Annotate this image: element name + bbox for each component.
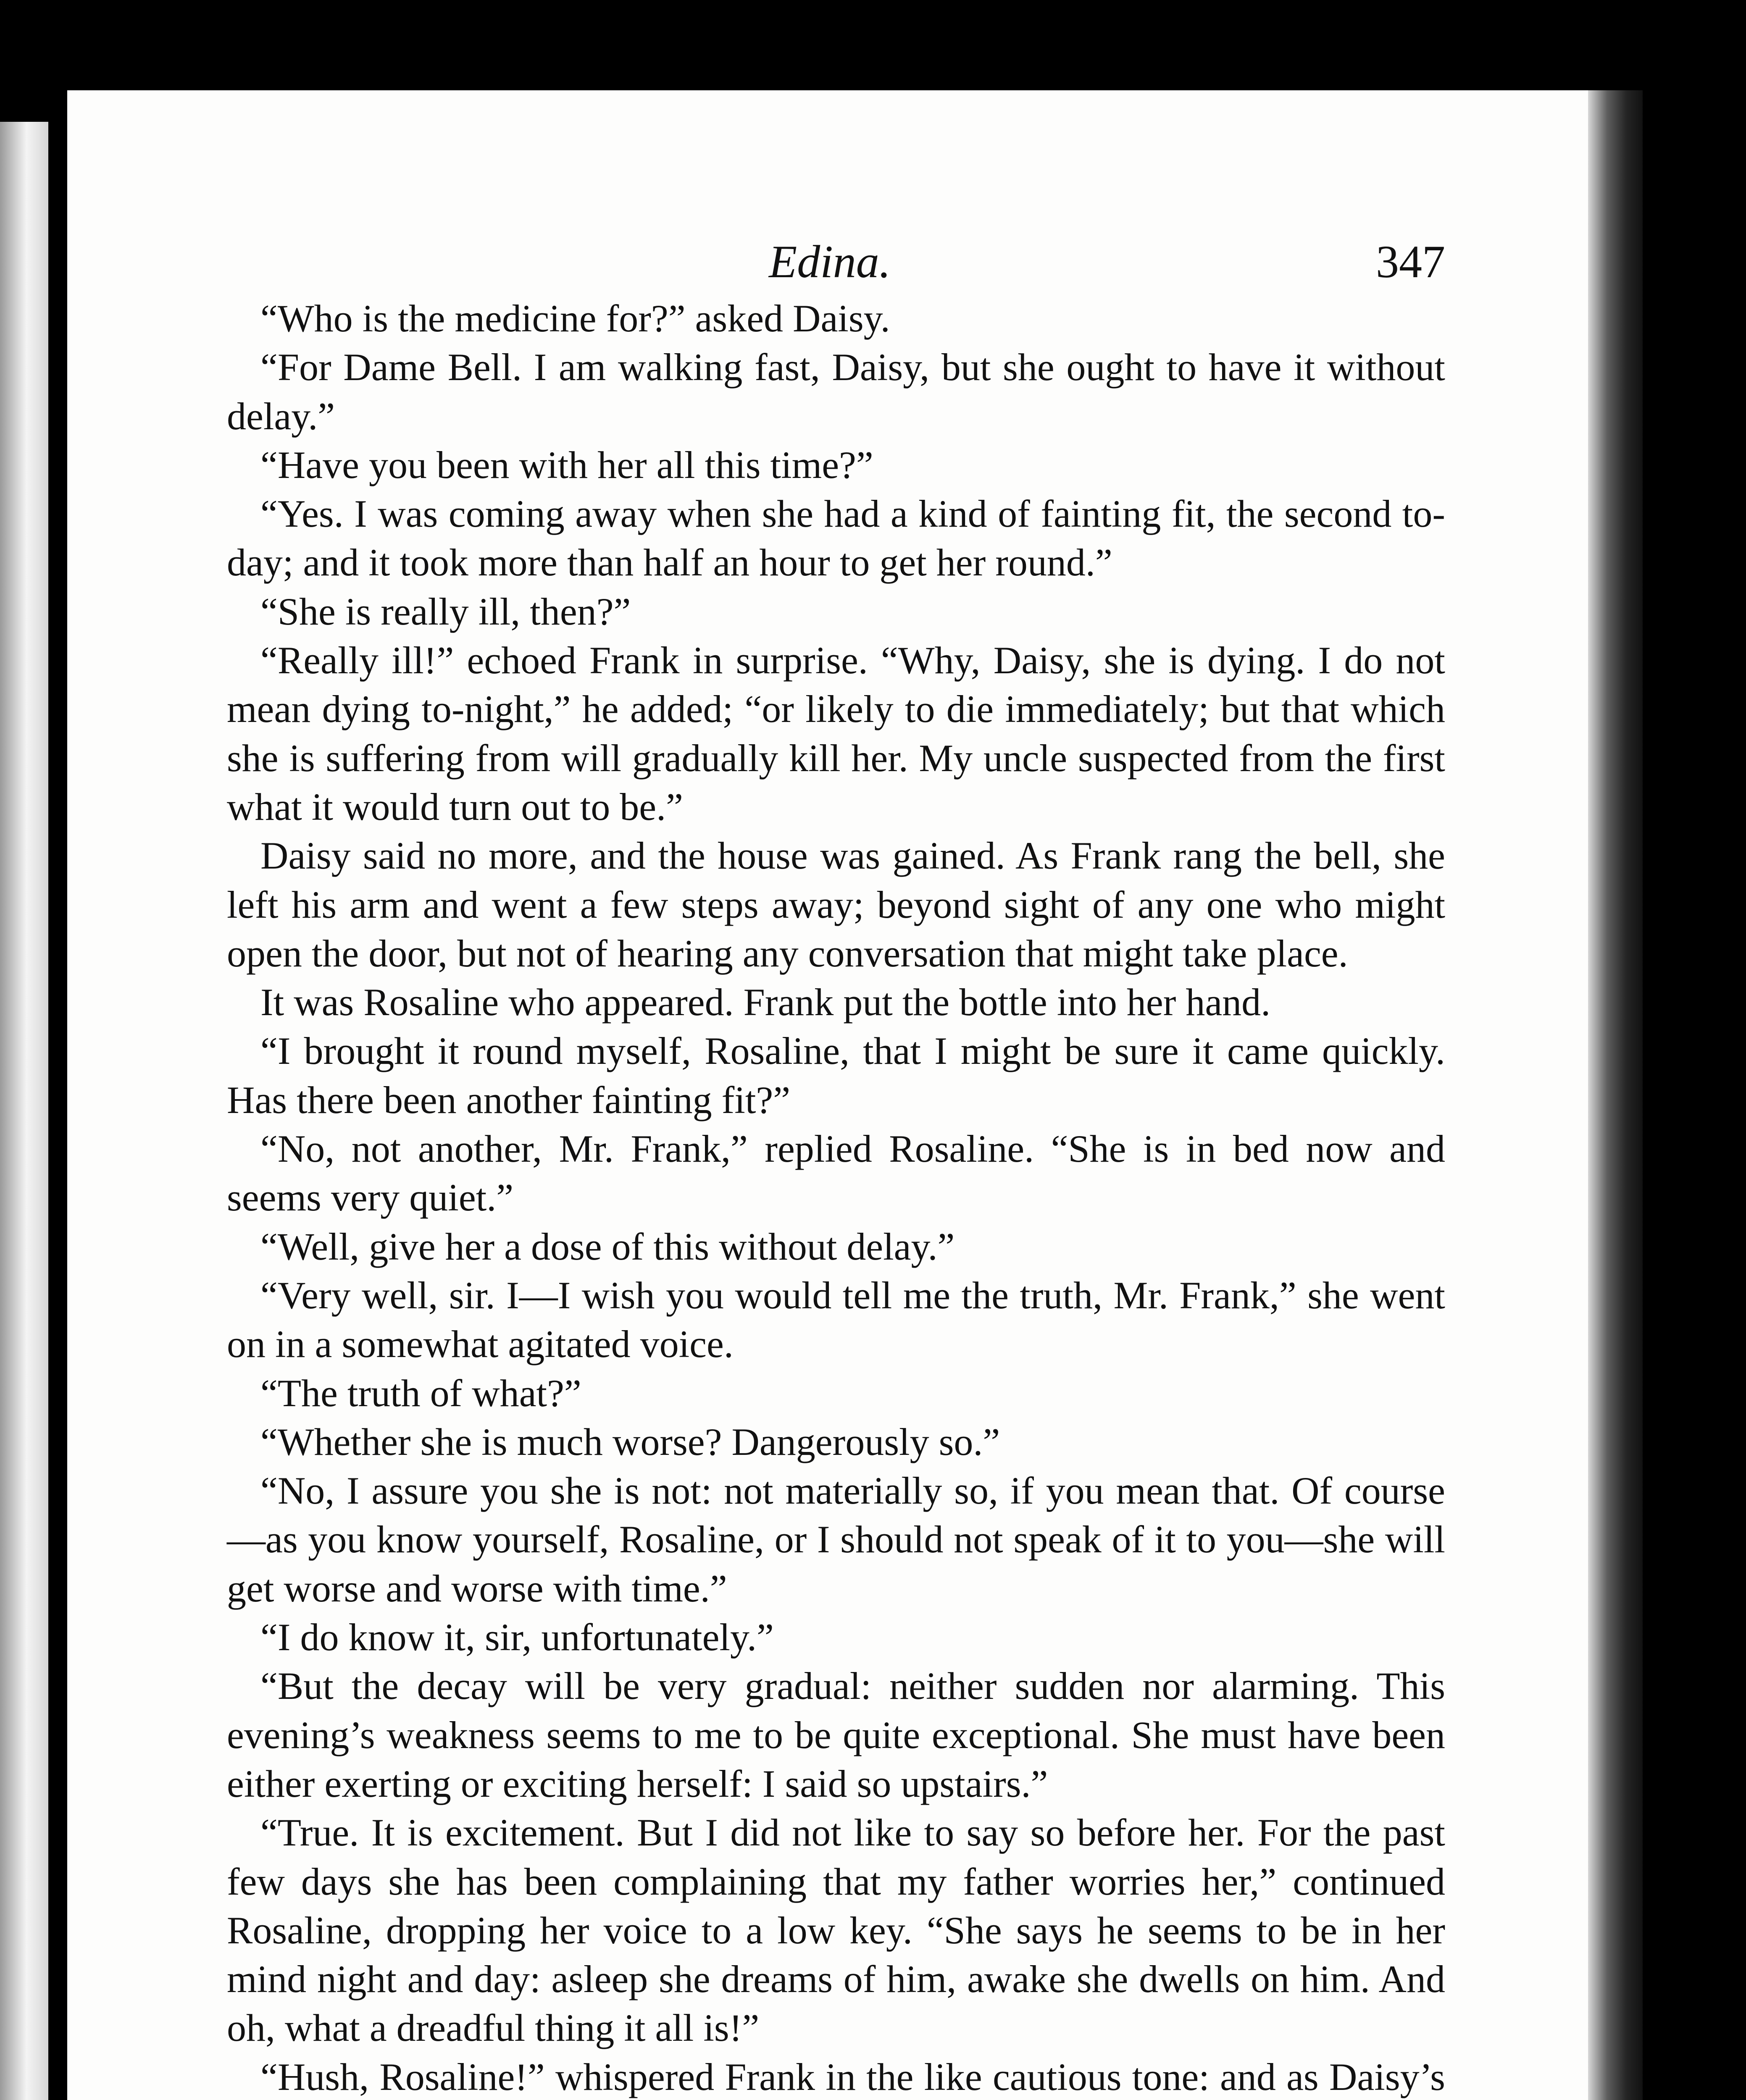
paragraph: “I do know it, sir, unfortunately.” xyxy=(260,1616,774,1659)
paragraph: “No, not another, Mr. Frank,” replied Rosaline. “She is in bed now and seems very quiet.” xyxy=(227,1127,1445,1219)
paragraph: “Really ill!” echoed Frank in surprise. “Why, Daisy, she is dying. I do not mean dying to-night,” he added; “or likely to die immediately; but that which she is suffering from will gradually kill her. My uncle suspected from the first what it would turn out to be.” xyxy=(227,639,1445,828)
paragraph: It was Rosaline who appeared. Frank put the bottle into her hand. xyxy=(260,981,1271,1024)
paragraph: “Who is the medicine for?” asked Daisy. xyxy=(260,297,890,340)
running-title: Edina. xyxy=(769,236,891,287)
paragraph: “Whether she is much worse? Dangerously so.” xyxy=(260,1420,1000,1463)
paragraph: Daisy said no more, and the house was gained. As Frank rang the bell, she left his arm and went a few steps away; beyond sight of any one who might open the door, but not of hearing any conversation that might take place. xyxy=(227,834,1445,975)
paragraph: “Well, give her a dose of this without delay.” xyxy=(260,1225,955,1268)
paragraph: “Have you been with her all this time?” xyxy=(260,443,873,486)
paragraph: “Yes. I was coming away when she had a kind of fainting fit, the second to-day; and it took more than half an hour to get her round.” xyxy=(227,492,1445,584)
paragraph: “No, I assure you she is not: not materially so, if you mean that. Of course—as you know yourself, Rosaline, or I should not speak of it to you—she will get worse and worse with time.” xyxy=(227,1469,1445,1610)
paragraph: “The truth of what?” xyxy=(260,1371,581,1415)
page-spine-shadow xyxy=(1588,90,1643,2100)
paragraph: “She is really ill, then?” xyxy=(260,590,631,633)
paragraph: “For Dame Bell. I am walking fast, Daisy, but she ought to have it without delay.” xyxy=(227,346,1445,438)
paragraph: “But the decay will be very gradual: neither sudden nor alarming. This evening’s weakness seems to me to be quite exceptional. She must have been either exerting or exciting herself: I said so upstairs.” xyxy=(227,1664,1445,1805)
paragraph: “Hush, Rosaline!” whispered Frank in the like cautious tone: and as Daisy’s xyxy=(260,2055,1445,2098)
paragraph: “True. It is excitement. But I did not like to say so before her. For the past few days she has been complaining that my father worries her,” continued Rosaline, dropping her voice to a low key. “She says he seems to be in her mind night and day: asleep she dreams of him, awake she dwells on him. And oh, what a dreadful thing it all is!” xyxy=(227,1811,1445,2050)
page-number: 347 xyxy=(1376,236,1445,287)
facing-page-edge xyxy=(0,122,48,2100)
paragraph: “Very well, sir. I—I wish you would tell me the truth, Mr. Frank,” she went on in a somewhat agitated voice. xyxy=(227,1273,1445,1366)
body-text xyxy=(227,294,1445,2100)
page-header xyxy=(160,235,1445,302)
paragraph: “I brought it round myself, Rosaline, that I might be sure it came quickly. Has there been another fainting fit?” xyxy=(227,1029,1445,1121)
